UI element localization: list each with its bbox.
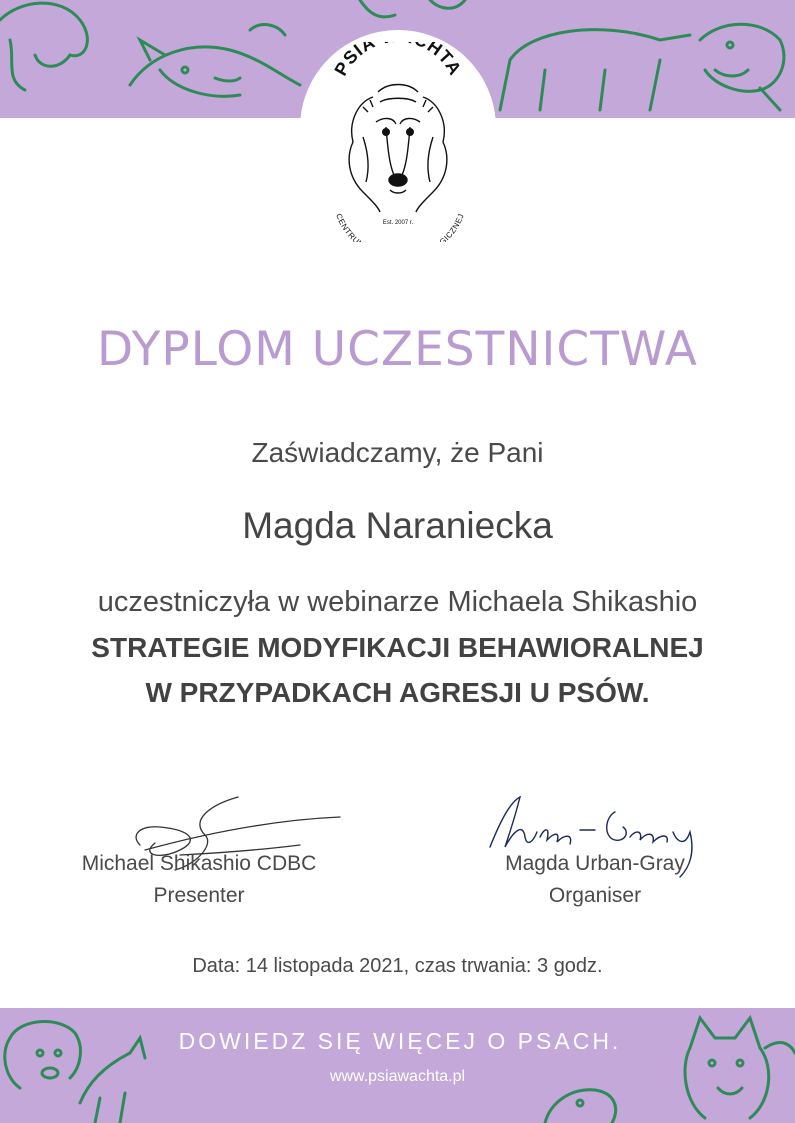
footer-call-to-action: DOWIEDZ SIĘ WIĘCEJ O PSACH.: [178, 1028, 622, 1054]
footer-website-link[interactable]: www.psiawachta.pl: [329, 1068, 466, 1085]
course-title-line2: W PRZYPADKACH AGRESJI U PSÓW.: [145, 677, 650, 708]
date-duration-line: Data: 14 listopada 2021, czas trwania: 3 godz.: [192, 955, 603, 977]
svg-text:CENTRUM EDUKACJI KYNOLOGICZNEJ: CENTRU GICZNEJ: [334, 212, 466, 242]
organiser-block: [470, 848, 720, 912]
recipient-name: Magda Naraniecka: [242, 505, 553, 546]
psia-wachta-logo: [318, 42, 478, 242]
presenter-role: Presenter: [153, 884, 245, 907]
presenter-name: Michael Shikashio CDBC: [81, 852, 317, 875]
svg-text:Est. 2007 r.: Est. 2007 r.: [382, 220, 414, 226]
svg-text:PSIA WACHTA: PSIA HTA: [330, 42, 466, 80]
presenter-block: [58, 848, 340, 912]
dog-illustrations-bottom: [0, 1008, 795, 1123]
organiser-role: Organiser: [548, 884, 642, 907]
bottom-decorative-band: [0, 1008, 795, 1123]
course-title-line1: STRATEGIE MODYFIKACJI BEHAWIORALNEJ: [91, 632, 704, 663]
certificate-title: DYPLOM UCZESTNICTWA: [97, 322, 698, 377]
participation-description: uczestniczyła w webinarze Michaela Shikashio: [97, 586, 698, 618]
organiser-name: Magda Urban-Gray: [505, 852, 685, 875]
intro-text: Zaświadczamy, że Pani: [251, 437, 544, 468]
